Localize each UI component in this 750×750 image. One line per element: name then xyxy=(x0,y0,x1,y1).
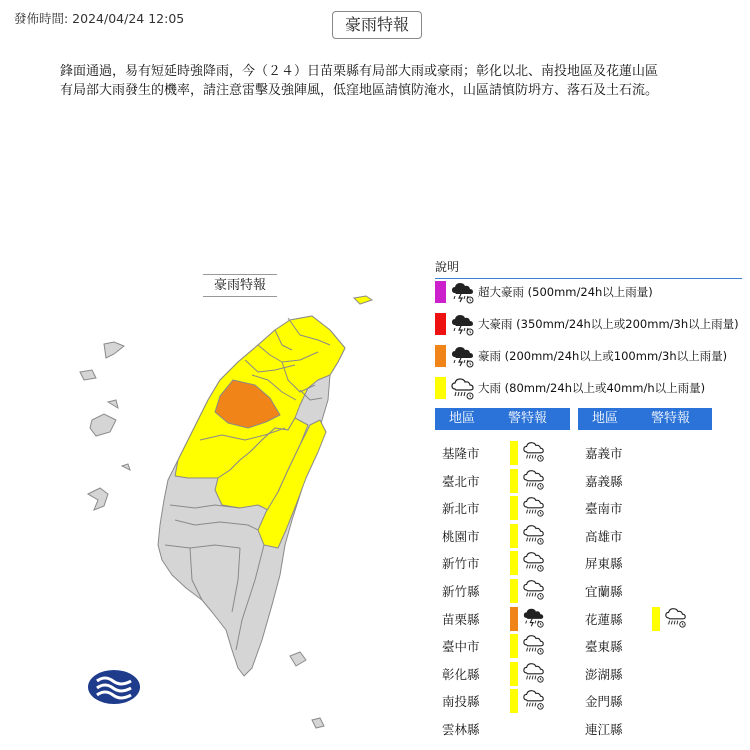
region-name: 金門縣 xyxy=(585,694,623,710)
region-name: 新北市 xyxy=(442,501,480,517)
region-name: 連江縣 xyxy=(585,722,623,737)
warning-indicator xyxy=(510,577,546,605)
col-warning-left: 警特報 xyxy=(508,411,548,426)
legend-title: 說明 xyxy=(435,258,742,279)
warning-color-bar xyxy=(510,469,518,493)
table-header-left xyxy=(435,408,570,430)
warning-color-bar xyxy=(510,662,518,686)
region-name: 臺中市 xyxy=(442,639,480,655)
col-region-right: 地區 xyxy=(592,411,619,426)
region-name: 基隆市 xyxy=(442,446,480,461)
warning-color-bar xyxy=(652,607,660,631)
region-name: 屏東縣 xyxy=(585,556,623,572)
region-name: 苗栗縣 xyxy=(442,611,480,627)
region-name: 花蓮縣 xyxy=(585,611,623,627)
rain-outline-icon xyxy=(522,660,546,684)
legend-label: 超大豪雨 (500mm/24h以上雨量) xyxy=(478,285,653,299)
storm-rain-icon xyxy=(450,280,476,304)
rain-outline-icon xyxy=(522,467,546,491)
region-name: 新竹市 xyxy=(442,556,480,572)
rain-outline-icon xyxy=(522,549,546,573)
warning-color-bar xyxy=(510,607,518,631)
warning-color-bar xyxy=(510,551,518,575)
legend-swatch xyxy=(435,313,446,335)
legend-item xyxy=(435,312,739,336)
legend-label: 大豪雨 (350mm/24h以上或200mm/3h以上雨量) xyxy=(478,317,739,331)
storm-rain-icon xyxy=(450,344,476,368)
legend-swatch xyxy=(435,377,446,399)
rain-outline-icon xyxy=(522,494,546,518)
warning-indicator xyxy=(510,605,546,633)
warning-color-bar xyxy=(510,634,518,658)
rain-outline-icon xyxy=(664,605,688,629)
warning-indicator xyxy=(510,660,546,688)
legend-swatch xyxy=(435,281,446,303)
region-name: 嘉義市 xyxy=(585,446,623,461)
rain-outline-icon xyxy=(450,376,476,400)
region-name: 嘉義縣 xyxy=(585,473,623,489)
warning-color-bar xyxy=(510,496,518,520)
region-name: 雲林縣 xyxy=(442,722,480,737)
rain-outline-icon xyxy=(522,439,546,463)
rain-outline-icon xyxy=(522,687,546,711)
region-name: 桃園市 xyxy=(442,528,480,544)
table-header-right xyxy=(578,408,712,430)
region-name: 宜蘭縣 xyxy=(585,584,623,599)
warning-color-bar xyxy=(510,579,518,603)
warning-indicator xyxy=(510,549,546,577)
description-line-1: 鋒面通過，易有短延時強降雨，今（２４）日苗栗縣有局部大雨或豪雨；彰化以北、南投地區及花蓮山區 xyxy=(60,64,659,79)
region-name: 南投縣 xyxy=(442,694,480,710)
map-title: 豪雨特報 xyxy=(203,274,277,297)
legend-item xyxy=(435,376,705,400)
warning-indicator xyxy=(510,467,546,495)
storm-rain-icon xyxy=(522,605,546,629)
storm-rain-icon xyxy=(450,344,476,368)
warning-indicator xyxy=(510,632,546,660)
description-line-2: 有局部大雨發生的機率，請注意雷擊及強陣風，低窪地區請慎防淹水，山區請慎防坍方、落石及土石流。 xyxy=(60,83,659,98)
region-name: 澎湖縣 xyxy=(585,666,623,682)
region-name: 臺北市 xyxy=(442,473,480,489)
warning-indicator xyxy=(652,605,688,633)
cwa-logo-icon xyxy=(87,669,141,705)
legend-item xyxy=(435,344,727,368)
region-name: 臺南市 xyxy=(585,501,623,517)
warning-color-bar xyxy=(510,524,518,548)
warning-indicator xyxy=(510,439,546,467)
warning-color-bar xyxy=(510,441,518,465)
warning-color-bar xyxy=(510,689,518,713)
issued-time: 發佈時間: 2024/04/24 12:05 xyxy=(14,11,185,26)
island-matsu xyxy=(354,296,372,304)
region-name: 高雄市 xyxy=(585,528,623,544)
page-title: 豪雨特報 xyxy=(332,11,422,39)
legend-label: 大雨 (80mm/24h以上或40mm/h以上雨量) xyxy=(478,381,706,395)
legend-item xyxy=(435,280,653,304)
col-region-left: 地區 xyxy=(449,411,476,426)
rain-outline-icon xyxy=(522,632,546,656)
legend-swatch xyxy=(435,345,446,367)
warning-indicator xyxy=(510,687,546,715)
storm-rain-icon xyxy=(450,312,476,336)
storm-rain-icon xyxy=(450,312,476,336)
region-name: 臺東縣 xyxy=(585,639,623,655)
rain-outline-icon xyxy=(522,577,546,601)
legend-label: 豪雨 (200mm/24h以上或100mm/3h以上雨量) xyxy=(478,349,728,363)
warning-indicator xyxy=(510,494,546,522)
col-warning-right: 警特報 xyxy=(651,411,691,426)
region-name: 新竹縣 xyxy=(442,584,480,599)
storm-rain-icon xyxy=(450,280,476,304)
region-name: 彰化縣 xyxy=(442,666,480,682)
rain-outline-icon xyxy=(450,376,476,400)
warning-indicator xyxy=(510,522,546,550)
rain-outline-icon xyxy=(522,522,546,546)
